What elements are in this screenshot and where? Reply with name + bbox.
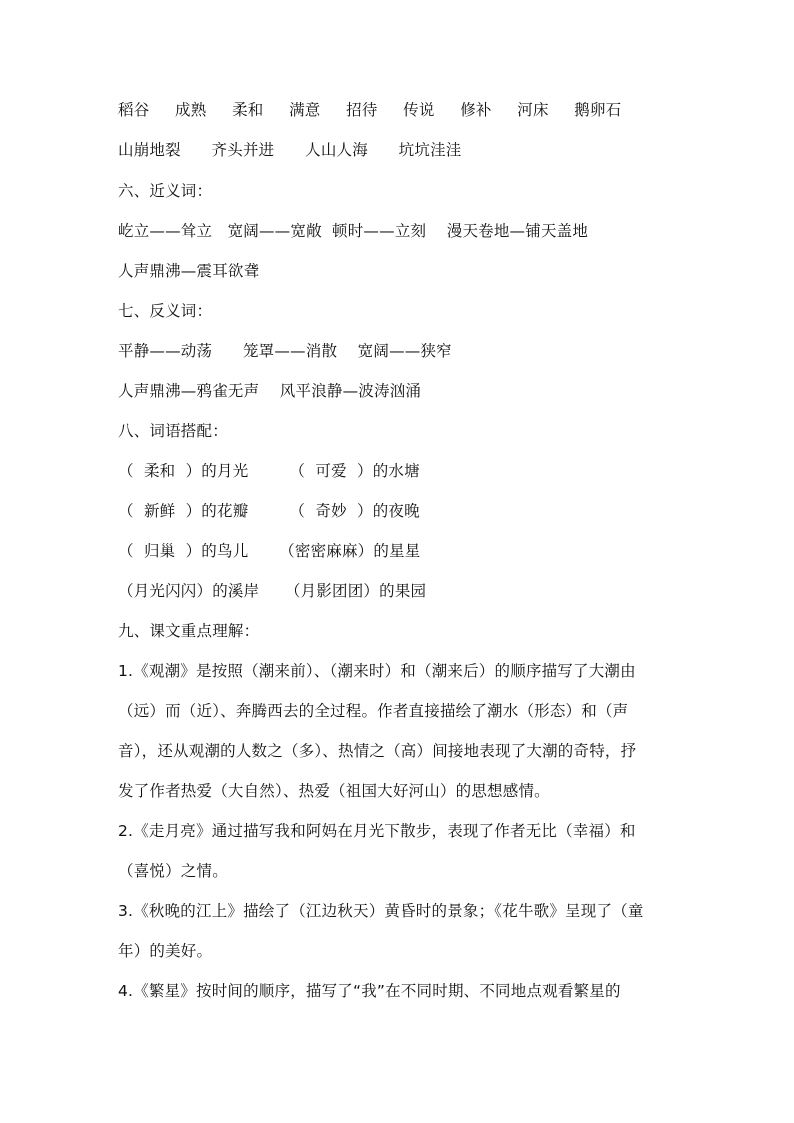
key-point-1-line-2: （远）而（近）、奔腾西去的全过程。作者直接描绘了潮水（形态）和（声 (118, 702, 629, 720)
vocab-words-line-1: 稻谷 成熟 柔和 满意 招待 传说 修补 河床 鹅卵石 (118, 101, 622, 119)
key-point-1-line-1: 1.《观潮》是按照（潮来前）、（潮来时）和（潮来后）的顺序描写了大潮由 (118, 662, 636, 680)
key-point-1-line-4: 发了作者热爱（大自然）、热爱（祖国大好河山）的思想感情。 (118, 782, 550, 800)
key-point-2-line-2: （喜悦）之情。 (118, 862, 228, 880)
antonyms-line-2: 人声鼎沸—鸦雀无声 风平浪静—波涛汹涌 (118, 382, 422, 400)
key-point-2-line-1: 2.《走月亮》通过描写我和阿妈在月光下散步，表现了作者无比（幸福）和 (118, 822, 636, 840)
synonyms-line-1: 屹立——耸立 宽阔——宽敞 顿时——立刻 漫天卷地—铺天盖地 (118, 222, 589, 240)
antonyms-line-1: 平静——动荡 笼罩——消散 宽阔——狭窄 (118, 342, 452, 360)
vocab-idioms-line: 山崩地裂 齐头并进 人山人海 坑坑洼洼 (118, 141, 462, 159)
key-point-1-line-3: 音），还从观潮的人数之（多）、热情之（高）间接地表现了大潮的奇特，抒 (118, 742, 637, 760)
collocation-line-3: （ 归巢 ）的鸟儿 （密密麻麻）的星星 (118, 542, 421, 560)
key-point-3-line-1: 3.《秋晚的江上》描绘了（江边秋天）黄昏时的景象；《花牛歌》呈现了（童 (118, 902, 644, 920)
key-point-3-line-2: 年）的美好。 (118, 942, 213, 960)
synonyms-line-2: 人声鼎沸—震耳欲聋 (118, 262, 260, 280)
section-key-points-heading: 九、课文重点理解： (118, 622, 260, 640)
collocation-line-4: （月光闪闪）的溪岸 （月影团团）的果园 (118, 582, 427, 600)
section-antonyms-heading: 七、反义词： (118, 302, 213, 320)
key-point-4-line-1: 4.《繁星》按时间的顺序，描写了“我”在不同时期、不同地点观看繁星的 (118, 982, 621, 1000)
collocation-line-1: （ 柔和 ）的月光 （ 可爱 ）的水塘 (118, 462, 420, 480)
collocation-line-2: （ 新鲜 ）的花瓣 （ 奇妙 ）的夜晚 (118, 502, 420, 520)
section-synonyms-heading: 六、近义词： (118, 182, 213, 200)
section-collocation-heading: 八、词语搭配： (118, 422, 228, 440)
